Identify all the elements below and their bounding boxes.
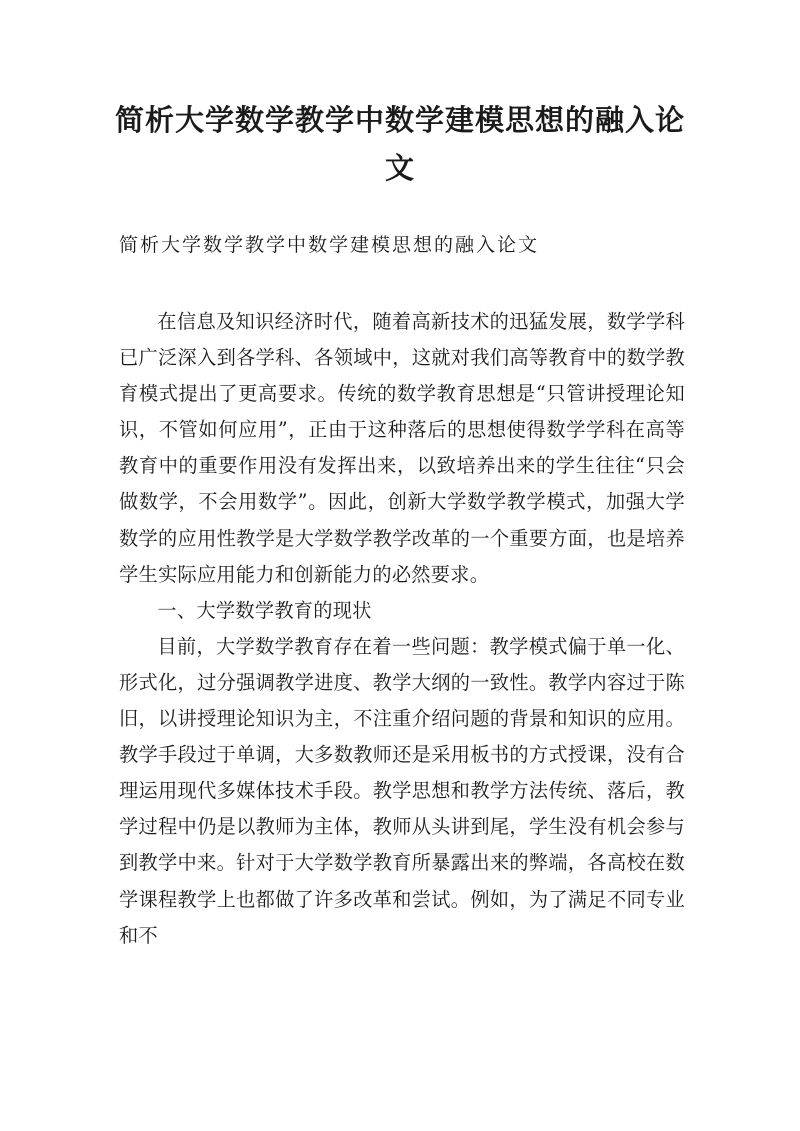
document-body — [119, 304, 685, 954]
paragraph-current-status: 目前，大学数学教育存在着一些问题：教学模式偏于单一化、形式化，过分强调教学进度、教学大纲的一致性。教学内容过于陈旧，以讲授理论知识为主，不注重介绍问题的背景和知识的应用。教学手段过于单调，大多数教师还是采用板书的方式授课，没有合理运用现代多媒体技术手段。教学思想和教学方法传统、落后，教学过程中仍是以教师为主体，教师从头讲到尾，学生没有机会参与到教学中来。针对于大学数学教育所暴露出来的弊端，各高校在数学课程教学上也都做了许多改革和尝试。例如，为了满足不同专业和不 — [119, 634, 685, 947]
document-subtitle: 简析大学数学教学中数学建模思想的融入论文 — [119, 234, 540, 256]
paragraph-intro: 在信息及知识经济时代，随着高新技术的迅猛发展，数学学科已广泛深入到各学科、各领域中，这就对我们高等教育中的数学教育模式提出了更高要求。传统的数学教育思想是“只管讲授理论知识，不管如何应用”，正由于这种落后的思想使得数学学科在高等教育中的重要作用没有发挥出来，以致培养出来的学生往往“只会做数学，不会用数学”。因此，创新大学数学教学模式，加强大学数学的应用性教学是大学数学教学改革的一个重要方面，也是培养学生实际应用能力和创新能力的必然要求。 — [119, 310, 685, 586]
section-heading: 一、大学数学教育的现状 — [157, 598, 372, 622]
document-title: 简析大学数学教学中数学建模思想的融入论文 — [114, 103, 685, 185]
